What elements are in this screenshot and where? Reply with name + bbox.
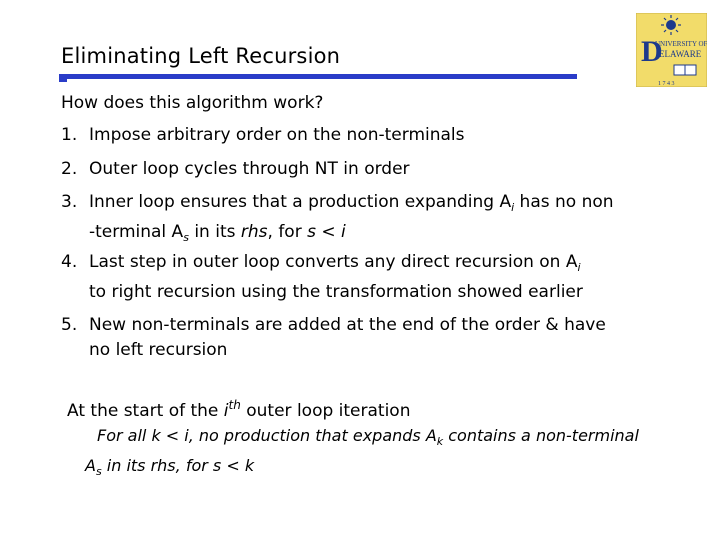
list-item-text: Impose arbitrary order on the non-terminals [89,125,465,145]
list-item-text: Outer loop cycles through NT in order [89,159,410,179]
logo-text-top: UNIVERSITY OF [655,40,707,48]
list-item-number: 3. [61,192,78,212]
invariant-body: For all k < i, no production that expands $A_k$ contains a non-terminal $A_s$ in its rhs, for s < k [85,426,639,478]
title-underline [59,74,577,79]
book-icon [674,65,696,75]
title-underline-tick [59,79,67,82]
invariant-heading: At the start of the $i^{th}$ outer loop iteration [67,398,411,421]
list-item: 5. New non-terminals are added at the end of the order & have no left recursion [61,315,606,360]
logo-initial: D [641,35,663,68]
list-item-number: 5. [61,315,78,335]
university-of-delaware-logo [636,13,707,87]
list-item-number: 4. [61,252,78,272]
sun-icon [661,15,681,35]
logo-text-main: ELAWARE [659,49,702,59]
question-text: How does this algorithm work? [61,93,324,113]
list-item [61,123,465,148]
list-item: 4. Last step in outer loop converts any direct recursion on $A_i$ to right recursion using the transformation showed earlier [61,252,583,302]
list-item-number: 2. [61,159,78,179]
list-item: 3. Inner loop ensures that a production expanding $A_i$ has no non -terminal $A_s$ in its rhs, for s < i [61,192,614,244]
list-item [61,157,410,182]
list-item-number: 1. [61,125,78,145]
svg-text:1 7 4 3: 1 7 4 3 [658,81,675,87]
slide-title: Eliminating Left Recursion [61,44,341,68]
